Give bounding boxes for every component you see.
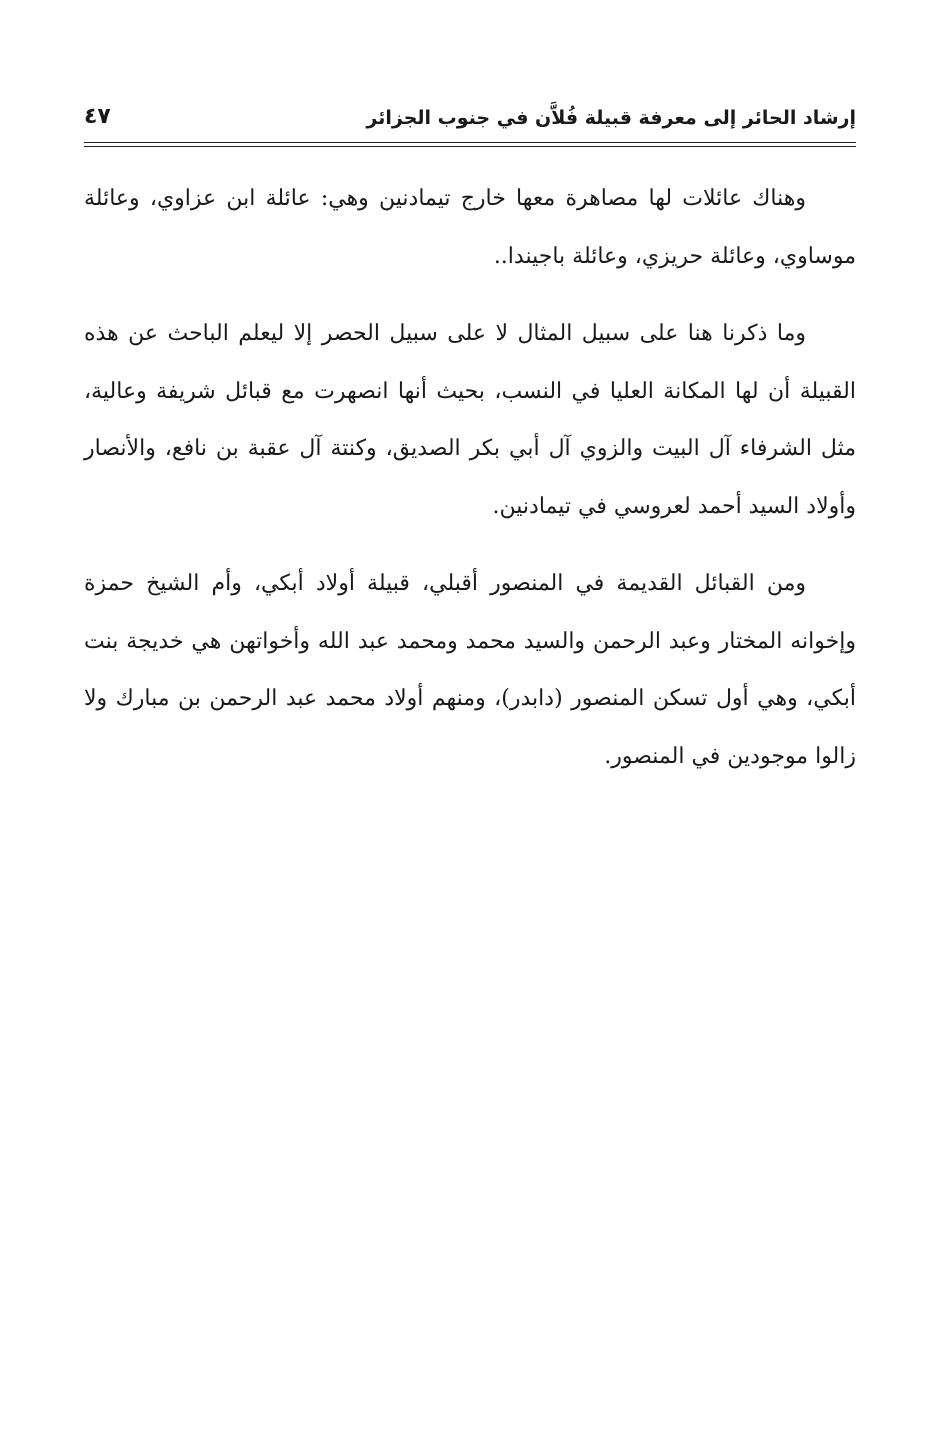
header-rule-bottom bbox=[84, 146, 856, 147]
paragraph: وهناك عائلات لها مصاهرة معها خارج تيمادنين وهي: عائلة ابن عزاوي، وعائلة موساوي، وعائلة حريزي، وعائلة باجيندا.. bbox=[84, 186, 856, 269]
body-text bbox=[84, 170, 856, 805]
page-header bbox=[84, 98, 856, 138]
paragraph: ومن القبائل القديمة في المنصور أقبلي، قبيلة أولاد أبكي، وأم الشيخ حمزة وإخوانه المختار وعبد الرحمن والسيد محمد ومحمد عبد الله وأخواتهن هي خديجة بنت أبكي، وهي أول تسكن المنصور (دابدر)، ومنهم أولاد محمد عبد الرحمن بن مبارك ولا زالوا موجودين في المنصور. bbox=[84, 571, 856, 769]
page-number: ٤٧ bbox=[84, 104, 111, 129]
paragraph: وما ذكرنا هنا على سبيل المثال لا على سبيل الحصر إلا ليعلم الباحث عن هذه القبيلة أن لها المكانة العليا في النسب، بحيث أنها انصهرت مع قبائل شريفة وعالية، مثل الشرفاء آل البيت والزوي آل أبي بكر الصديق، وكنتة آل عقبة بن نافع، والأنصار وأولاد السيد أحمد لعروسي في تيمادنين. bbox=[84, 321, 856, 519]
header-rule-top bbox=[84, 142, 856, 143]
running-title: إرشاد الحائر إلى معرفة قبيلة فُلاَّن في جنوب الجزائر bbox=[366, 107, 856, 129]
